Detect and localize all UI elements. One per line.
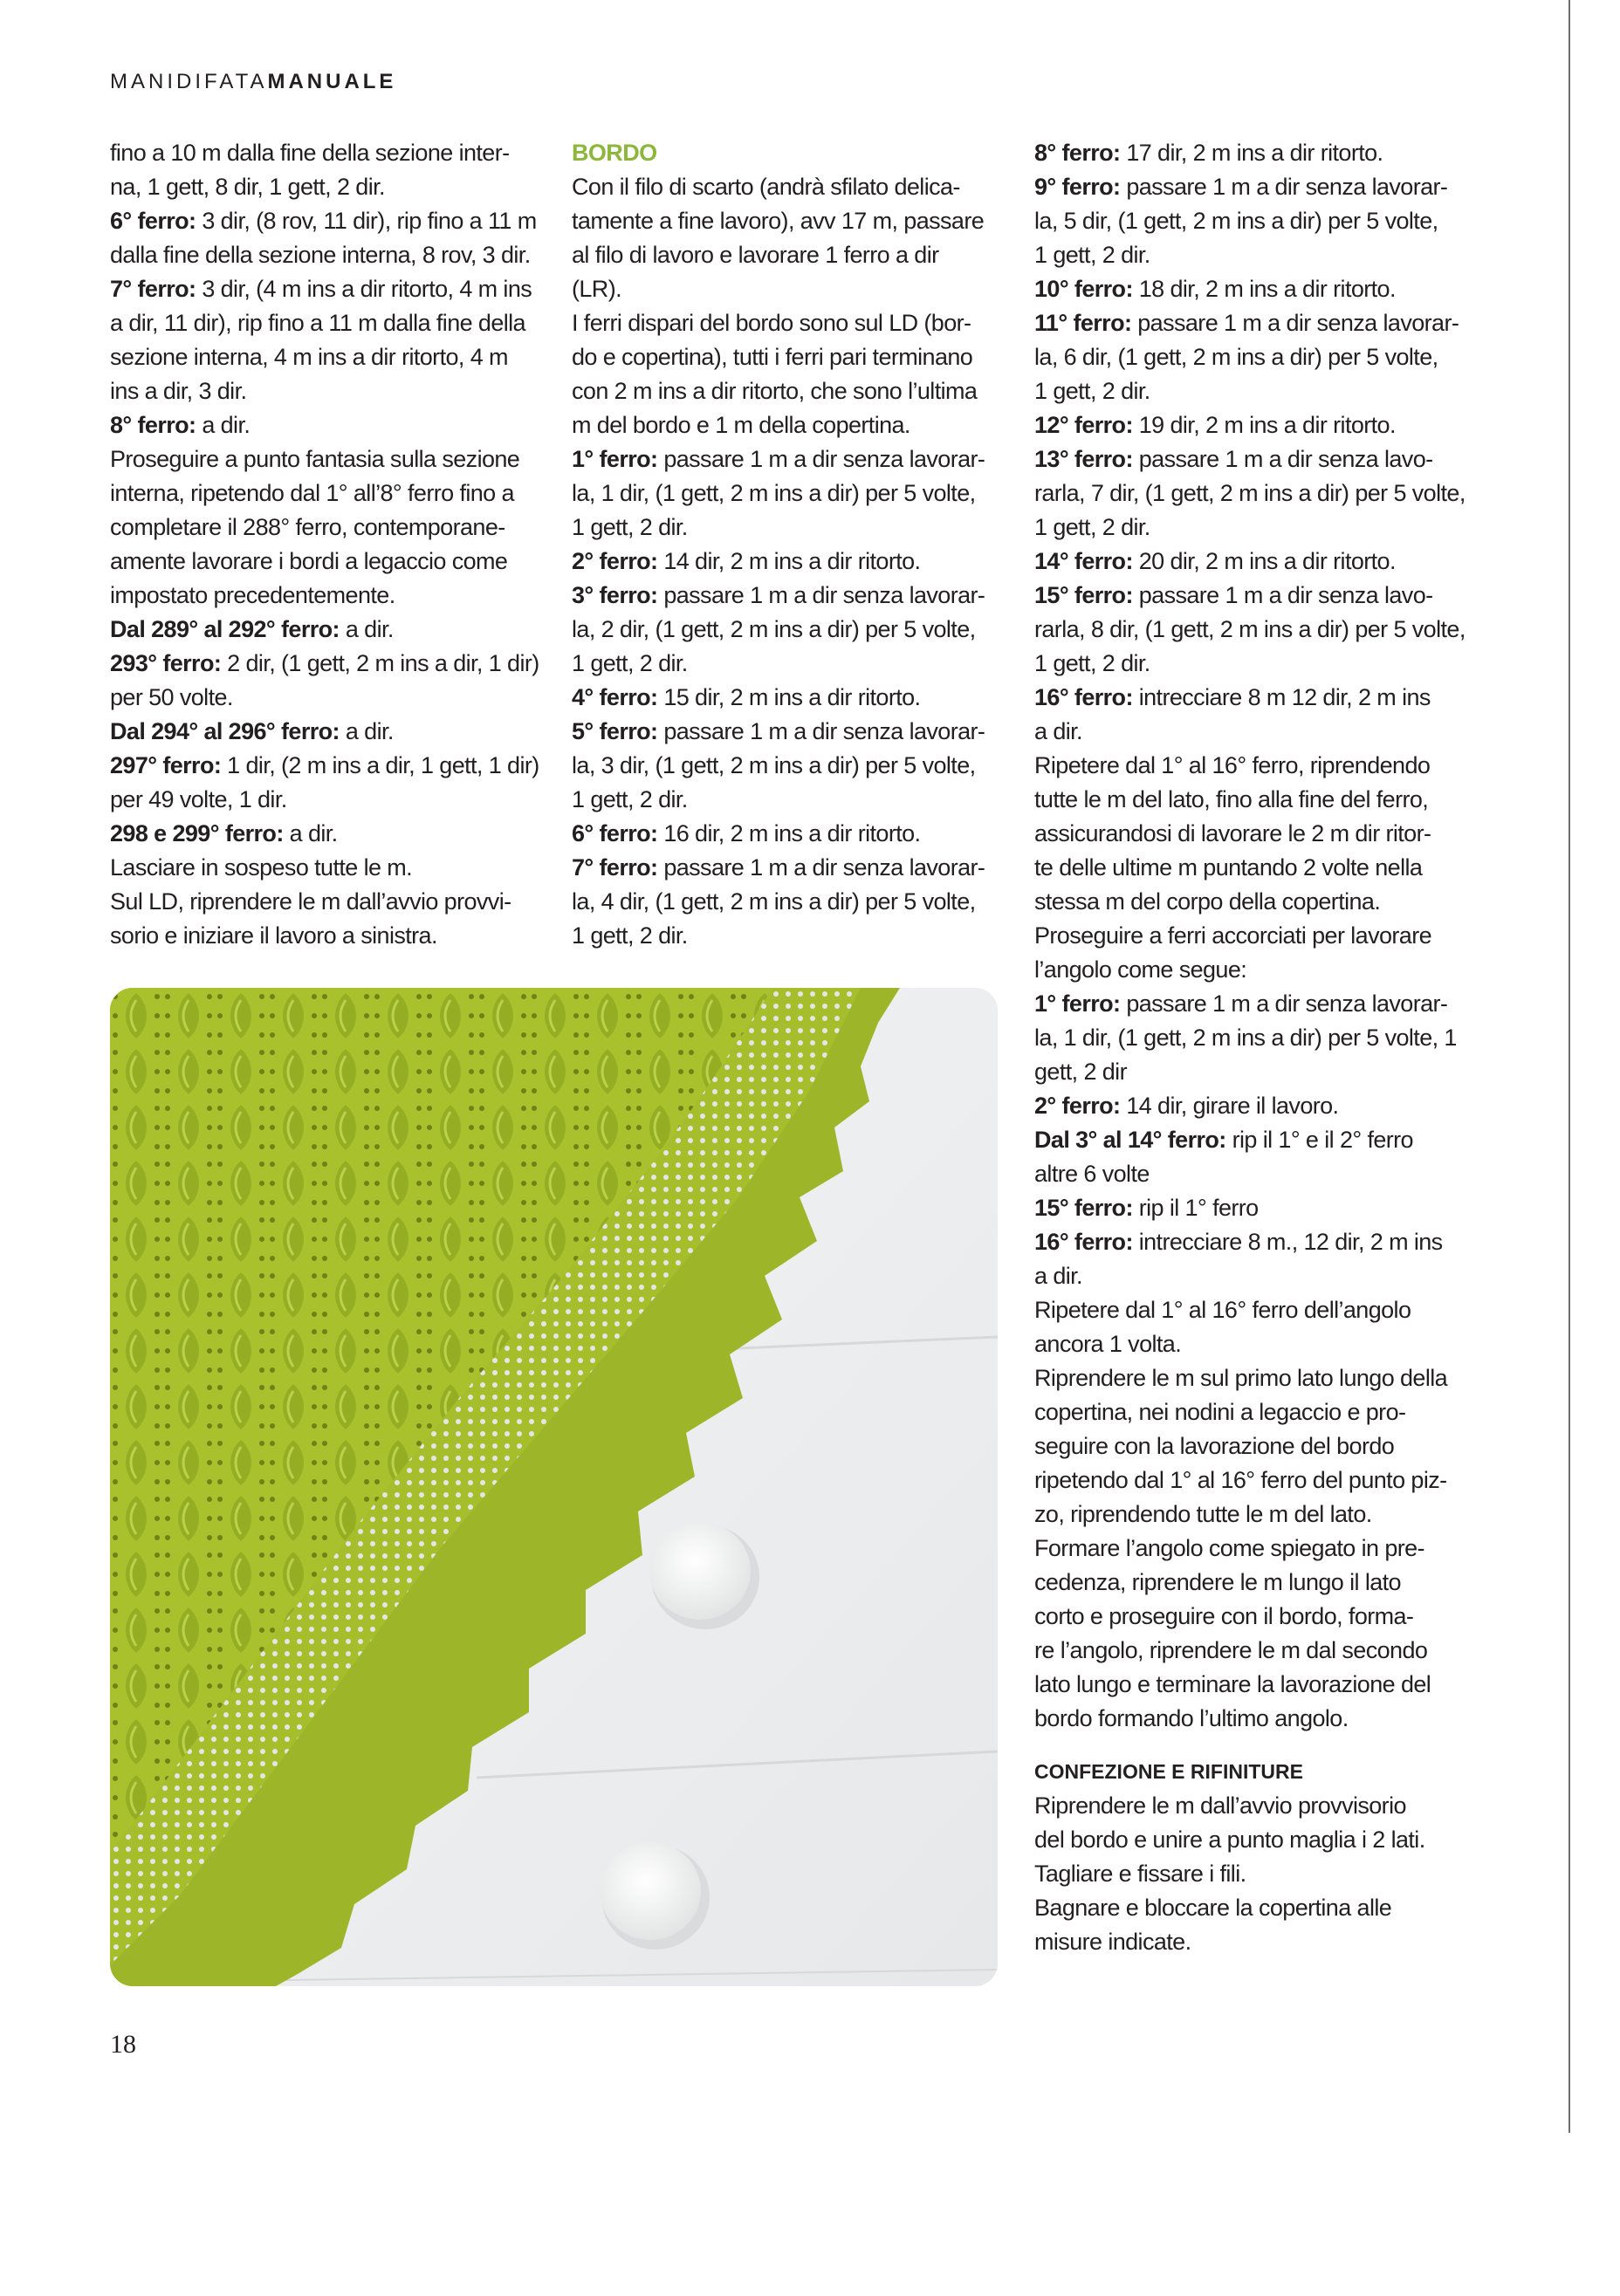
line-text: a dir.	[196, 412, 251, 438]
line-text: a dir, 11 dir), rip fino a 11 m dalla fine della	[110, 310, 525, 336]
text-line	[1034, 1361, 1471, 1395]
bold-label: Dal 3° al 14° ferro:	[1034, 1127, 1226, 1153]
text-line	[1034, 476, 1471, 511]
line-text: 1 gett, 2 dir.	[572, 922, 688, 949]
text-line	[110, 170, 546, 204]
bold-label: 293° ferro:	[110, 650, 222, 676]
line-text: intrecciare 8 m 12 dir, 2 m ins	[1132, 684, 1431, 710]
photo-illustration	[110, 988, 998, 1986]
line-text: rarla, 7 dir, (1 gett, 2 m ins a dir) per 5 volte,	[1034, 480, 1466, 506]
bold-label: 13° ferro:	[1034, 446, 1133, 472]
text-line	[110, 511, 546, 545]
line-text: passare 1 m a dir senza lavorar-	[1131, 310, 1459, 336]
text-line	[572, 545, 1008, 579]
text-line	[110, 442, 546, 476]
bold-label: 5° ferro:	[572, 718, 658, 744]
finishing-instructions	[1034, 1789, 1471, 1959]
line-text: 1 gett, 2 dir.	[1034, 650, 1150, 676]
line-text: 1 gett, 2 dir.	[572, 650, 688, 676]
text-line	[572, 817, 1008, 851]
text-line	[110, 238, 546, 272]
text-line	[1034, 749, 1471, 783]
text-line	[572, 511, 1008, 545]
line-text: per 50 volte.	[110, 684, 233, 710]
bordo-instructions	[572, 170, 1008, 953]
line-text: 14 dir, 2 m ins a dir ritorto.	[657, 548, 921, 574]
line-text: a dir.	[339, 718, 394, 744]
text-line	[1034, 1327, 1471, 1361]
line-text: 1 gett, 2 dir.	[1034, 242, 1150, 268]
line-text: 1 gett, 2 dir.	[1034, 378, 1150, 404]
text-line	[110, 136, 546, 170]
line-text: la, 1 dir, (1 gett, 2 m ins a dir) per 5 volte,	[572, 480, 976, 506]
bold-label: 7° ferro:	[110, 276, 196, 302]
text-line	[1034, 1463, 1471, 1498]
bold-label: 8° ferro:	[110, 412, 196, 438]
text-line	[1034, 1259, 1471, 1293]
page-edge-rule	[1569, 0, 1570, 2133]
bold-label: 14° ferro:	[1034, 548, 1133, 574]
text-line	[1034, 272, 1471, 306]
line-text: passare 1 m a dir senza lavo-	[1132, 446, 1433, 472]
text-column-2	[572, 136, 1008, 953]
section-title-bordo: BORDO	[572, 140, 657, 166]
text-line	[1034, 1891, 1471, 1925]
line-text: 2 dir, (1 gett, 2 m ins a dir, 1 dir)	[221, 650, 539, 676]
text-line	[1034, 715, 1471, 749]
line-text: 20 dir, 2 m ins a dir ritorto.	[1132, 548, 1396, 574]
line-text: m del bordo e 1 m della copertina.	[572, 412, 910, 438]
text-line	[1034, 613, 1471, 647]
line-text: copertina, nei nodini a legaccio e pro-	[1034, 1399, 1406, 1425]
line-text: te delle ultime m puntando 2 volte nella	[1034, 854, 1423, 881]
text-line	[110, 783, 546, 817]
text-line	[110, 374, 546, 408]
line-text: sorio e iniziare il lavoro a sinistra.	[110, 922, 437, 949]
line-text: Formare l’angolo come spiegato in pre-	[1034, 1535, 1424, 1561]
text-line	[572, 715, 1008, 749]
text-line	[572, 476, 1008, 511]
line-text: intrecciare 8 m., 12 dir, 2 m ins	[1132, 1229, 1443, 1255]
text-line	[110, 817, 546, 851]
line-text: Proseguire a ferri accorciati per lavorare	[1034, 922, 1431, 949]
text-line	[110, 851, 546, 885]
text-line	[1034, 783, 1471, 817]
bold-label: 2° ferro:	[572, 548, 658, 574]
line-text: 17 dir, 2 m ins a dir ritorto.	[1120, 140, 1383, 166]
line-text: na, 1 gett, 8 dir, 1 gett, 2 dir.	[110, 174, 385, 200]
text-line	[110, 306, 546, 340]
text-line	[572, 613, 1008, 647]
line-text: passare 1 m a dir senza lavo-	[1132, 582, 1433, 608]
line-text: cedenza, riprendere le m lungo il lato	[1034, 1569, 1401, 1595]
line-text: con 2 m ins a dir ritorto, che sono l’ultima	[572, 378, 978, 404]
border-instructions-continued	[1034, 136, 1471, 1736]
brand-bold: MANUALE	[267, 70, 397, 93]
bold-label: 7° ferro:	[572, 854, 658, 881]
text-line	[1034, 374, 1471, 408]
text-line	[110, 647, 546, 681]
text-line	[572, 783, 1008, 817]
subhead-finishing: CONFEZIONE E RIFINITURE	[1034, 1760, 1303, 1783]
line-text: 14 dir, girare il lavoro.	[1120, 1093, 1339, 1119]
text-line	[1034, 1702, 1471, 1736]
text-line	[1034, 1668, 1471, 1702]
line-text: Tagliare e fissare i fili.	[1034, 1861, 1246, 1887]
text-line	[1034, 1634, 1471, 1668]
line-text: do e copertina), tutti i ferri pari terminano	[572, 344, 973, 370]
text-line	[110, 579, 546, 613]
text-line	[1034, 885, 1471, 919]
line-text: misure indicate.	[1034, 1929, 1191, 1955]
text-line	[1034, 1293, 1471, 1327]
bold-label: 16° ferro:	[1034, 684, 1133, 710]
line-text: 19 dir, 2 m ins a dir ritorto.	[1132, 412, 1396, 438]
line-text: bordo formando l’ultimo angolo.	[1034, 1705, 1349, 1731]
text-line	[110, 715, 546, 749]
text-column-1	[110, 136, 546, 953]
bold-label: 3° ferro:	[572, 582, 658, 608]
text-line	[572, 442, 1008, 476]
line-text: 3 dir, (8 rov, 11 dir), rip fino a 11 m	[196, 208, 537, 234]
text-line	[1034, 953, 1471, 987]
bold-label: 15° ferro:	[1034, 1195, 1133, 1221]
text-line	[1034, 1055, 1471, 1089]
text-line	[572, 272, 1008, 306]
text-line	[572, 238, 1008, 272]
line-text: ancora 1 volta.	[1034, 1331, 1182, 1357]
line-text: 1 dir, (2 m ins a dir, 1 gett, 1 dir)	[221, 752, 539, 778]
bold-label: 297° ferro:	[110, 752, 222, 778]
text-line	[1034, 1600, 1471, 1634]
line-text: passare 1 m a dir senza lavorar-	[657, 582, 985, 608]
bold-label: 1° ferro:	[572, 446, 658, 472]
text-line	[110, 545, 546, 579]
line-text: Riprendere le m dall’avvio provvisorio	[1034, 1792, 1406, 1819]
text-line	[572, 749, 1008, 783]
text-line	[572, 919, 1008, 953]
bold-label: 12° ferro:	[1034, 412, 1133, 438]
text-line	[1034, 408, 1471, 442]
text-line	[1034, 442, 1471, 476]
line-text: seguire con la lavorazione del bordo	[1034, 1433, 1395, 1459]
text-line	[1034, 647, 1471, 681]
text-line	[110, 408, 546, 442]
text-line	[572, 306, 1008, 340]
bold-label: 298 e 299° ferro:	[110, 820, 284, 846]
line-text: passare 1 m a dir senza lavorar-	[1120, 990, 1448, 1017]
text-line	[1034, 681, 1471, 715]
line-text: sezione interna, 4 m ins a dir ritorto, 4 m	[110, 344, 508, 370]
line-text: rip il 1° ferro	[1132, 1195, 1259, 1221]
line-text: a dir.	[1034, 1263, 1082, 1289]
line-text: corto e proseguire con il bordo, forma-	[1034, 1603, 1414, 1629]
bold-label: 2° ferro:	[1034, 1093, 1121, 1119]
text-line	[1034, 1566, 1471, 1600]
line-text: 16 dir, 2 m ins a dir ritorto.	[657, 820, 921, 846]
line-text: tamente a fine lavoro), avv 17 m, passare	[572, 208, 985, 234]
line-text: tutte le m del lato, fino alla fine del ferro,	[1034, 786, 1429, 812]
text-line	[1034, 340, 1471, 374]
text-line	[572, 340, 1008, 374]
line-text: Sul LD, riprendere le m dall’avvio provvi-	[110, 888, 511, 915]
text-line	[1034, 851, 1471, 885]
text-line	[1034, 1157, 1471, 1191]
bold-label: 15° ferro:	[1034, 582, 1133, 608]
line-text: completare il 288° ferro, contemporane-	[110, 514, 505, 540]
text-line	[572, 885, 1008, 919]
line-text: l’angolo come segue:	[1034, 956, 1247, 983]
text-line	[1034, 579, 1471, 613]
text-line	[572, 579, 1008, 613]
text-line	[572, 647, 1008, 681]
line-text: a dir.	[339, 616, 394, 642]
text-line	[1034, 1532, 1471, 1566]
text-line	[1034, 204, 1471, 238]
bold-label: 6° ferro:	[110, 208, 196, 234]
bold-label: 8° ferro:	[1034, 140, 1121, 166]
text-column-3	[1034, 136, 1471, 1959]
line-text: Proseguire a punto fantasia sulla sezione	[110, 446, 520, 472]
bold-label: 11° ferro:	[1034, 310, 1132, 336]
text-line	[1034, 1789, 1471, 1823]
line-text: ripetendo dal 1° al 16° ferro del punto piz-	[1034, 1467, 1447, 1493]
line-text: 3 dir, (4 m ins a dir ritorto, 4 m ins	[196, 276, 532, 302]
bold-label: 4° ferro:	[572, 684, 658, 710]
line-text: assicurandosi di lavorare le 2 m dir ritor-	[1034, 820, 1431, 846]
line-text: stessa m del corpo della copertina.	[1034, 888, 1381, 915]
line-text: la, 4 dir, (1 gett, 2 m ins a dir) per 5 volte,	[572, 888, 976, 915]
line-text: passare 1 m a dir senza lavorar-	[657, 854, 985, 881]
text-line	[572, 408, 1008, 442]
line-text: fino a 10 m dalla fine della sezione inter-	[110, 140, 510, 166]
text-line	[1034, 1925, 1471, 1959]
line-text: per 49 volte, 1 dir.	[110, 786, 287, 812]
line-text: Bagnare e bloccare la copertina alle	[1034, 1895, 1392, 1921]
line-text: interna, ripetendo dal 1° all’8° ferro fino a	[110, 480, 514, 506]
text-line	[1034, 1123, 1471, 1157]
text-line	[1034, 1823, 1471, 1857]
text-line	[572, 374, 1008, 408]
line-text: dalla fine della sezione interna, 8 rov, 3 dir.	[110, 242, 531, 268]
line-text: Lasciare in sospeso tutte le m.	[110, 854, 413, 881]
line-text: Con il filo di scarto (andrà sfilato delica-	[572, 174, 960, 200]
text-line	[110, 919, 546, 953]
text-line	[1034, 238, 1471, 272]
bold-label: 6° ferro:	[572, 820, 658, 846]
line-text: a dir.	[283, 820, 338, 846]
text-line	[572, 851, 1008, 885]
line-text: la, 1 dir, (1 gett, 2 m ins a dir) per 5 volte, 1	[1034, 1025, 1457, 1051]
line-text: passare 1 m a dir senza lavorar-	[1120, 174, 1448, 200]
text-line	[1034, 1089, 1471, 1123]
text-line	[1034, 545, 1471, 579]
text-line	[110, 613, 546, 647]
line-text: I ferri dispari del bordo sono sul LD (bor-	[572, 310, 971, 336]
line-text: zo, riprendendo tutte le m del lato.	[1034, 1501, 1372, 1527]
bold-label: 16° ferro:	[1034, 1229, 1133, 1255]
text-line	[110, 749, 546, 783]
line-text: ins a dir, 3 dir.	[110, 378, 247, 404]
text-line	[1034, 1395, 1471, 1429]
text-line	[110, 340, 546, 374]
text-line	[1034, 919, 1471, 953]
line-text: 15 dir, 2 m ins a dir ritorto.	[657, 684, 921, 710]
bold-label: 9° ferro:	[1034, 174, 1121, 200]
line-text: a dir.	[1034, 718, 1082, 744]
line-text: la, 5 dir, (1 gett, 2 m ins a dir) per 5 volte,	[1034, 208, 1438, 234]
line-text: 1 gett, 2 dir.	[1034, 514, 1150, 540]
line-text: rip il 1° e il 2° ferro	[1225, 1127, 1413, 1153]
text-line	[1034, 1021, 1471, 1055]
magazine-header	[110, 70, 396, 94]
page-number: 18	[110, 2030, 136, 2059]
line-text: 1 gett, 2 dir.	[572, 514, 688, 540]
line-text: re l’angolo, riprendere le m dal secondo	[1034, 1637, 1428, 1663]
line-text: passare 1 m a dir senza lavorar-	[657, 446, 985, 472]
knitted-blanket-photo	[110, 988, 998, 1986]
line-text: la, 3 dir, (1 gett, 2 m ins a dir) per 5 volte,	[572, 752, 976, 778]
bold-label: Dal 289° al 292° ferro:	[110, 616, 340, 642]
line-text: al filo di lavoro e lavorare 1 ferro a dir	[572, 242, 939, 268]
line-text: la, 6 dir, (1 gett, 2 m ins a dir) per 5 volte,	[1034, 344, 1438, 370]
text-line	[110, 272, 546, 306]
line-text: rarla, 8 dir, (1 gett, 2 m ins a dir) per 5 volte,	[1034, 616, 1466, 642]
text-line	[110, 476, 546, 511]
text-line	[1034, 1191, 1471, 1225]
line-text: 1 gett, 2 dir.	[572, 786, 688, 812]
text-line	[110, 681, 546, 715]
bold-label: 10° ferro:	[1034, 276, 1133, 302]
line-text: passare 1 m a dir senza lavorar-	[657, 718, 985, 744]
text-line	[1034, 1857, 1471, 1891]
bold-label: Dal 294° al 296° ferro:	[110, 718, 340, 744]
line-text: altre 6 volte	[1034, 1161, 1150, 1187]
line-text: la, 2 dir, (1 gett, 2 m ins a dir) per 5 volte,	[572, 616, 976, 642]
line-text: Ripetere dal 1° al 16° ferro, riprendendo	[1034, 752, 1431, 778]
text-line	[1034, 987, 1471, 1021]
line-text: impostato precedentemente.	[110, 582, 395, 608]
text-line	[572, 204, 1008, 238]
text-line	[1034, 1498, 1471, 1532]
line-text: (LR).	[572, 276, 621, 302]
line-text: Riprendere le m sul primo lato lungo della	[1034, 1365, 1448, 1391]
text-line	[110, 885, 546, 919]
line-text: lato lungo e terminare la lavorazione del	[1034, 1671, 1431, 1697]
text-line	[1034, 1429, 1471, 1463]
line-text: gett, 2 dir	[1034, 1059, 1127, 1085]
text-line	[1034, 817, 1471, 851]
text-line	[572, 681, 1008, 715]
text-line	[1034, 511, 1471, 545]
line-text: Ripetere dal 1° al 16° ferro dell’angolo	[1034, 1297, 1411, 1323]
text-line	[1034, 306, 1471, 340]
text-line	[110, 204, 546, 238]
line-text: del bordo e unire a punto maglia i 2 lati.	[1034, 1827, 1425, 1853]
text-line	[1034, 136, 1471, 170]
text-line	[1034, 170, 1471, 204]
line-text: amente lavorare i bordi a legaccio come	[110, 548, 508, 574]
text-line	[572, 170, 1008, 204]
line-text: 18 dir, 2 m ins a dir ritorto.	[1132, 276, 1396, 302]
text-line	[1034, 1225, 1471, 1259]
brand-light: MANIDIFATA	[110, 70, 268, 93]
bold-label: 1° ferro:	[1034, 990, 1121, 1017]
